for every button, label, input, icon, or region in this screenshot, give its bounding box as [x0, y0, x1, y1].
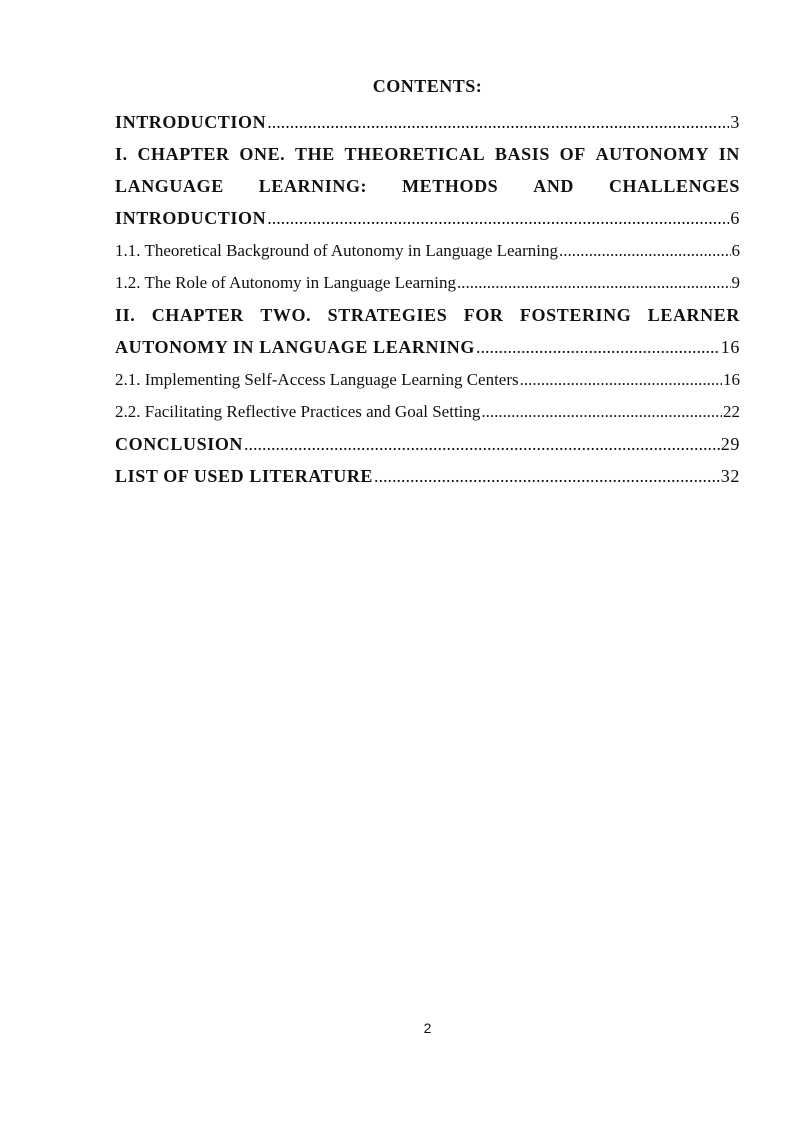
toc-word: AND — [533, 176, 575, 196]
toc-entry-label: CONCLUSION — [115, 434, 244, 454]
toc-page-number: 6 — [731, 241, 740, 260]
toc-word: BASIS — [494, 144, 550, 164]
toc-word: THE — [295, 144, 335, 164]
toc-word: CHALLENGES — [608, 176, 740, 196]
dot-leader — [374, 460, 720, 492]
toc-page-number: 22 — [723, 402, 740, 421]
toc-entry-conclusion — [115, 428, 740, 460]
toc-entry-label: LIST OF USED LITERATURE — [115, 466, 374, 486]
toc-entry-literature — [115, 460, 740, 492]
toc-word: IN — [718, 144, 740, 164]
toc-word: LEARNING: — [258, 176, 368, 196]
toc-entry-label: 2.1. Implementing Self-Access Language Learning Centers — [115, 370, 519, 389]
page-number: 2 — [423, 1020, 432, 1036]
toc-chapter-one-line-1 — [115, 138, 740, 170]
toc-page-number: 16 — [720, 337, 740, 357]
toc-word: CHAPTER — [137, 144, 230, 164]
toc-word: I. — [115, 144, 128, 164]
dot-leader — [267, 106, 729, 138]
toc-entry-label: 1.2. The Role of Autonomy in Language Learning — [115, 273, 457, 292]
toc-word: LEARNER — [647, 305, 740, 325]
toc-page-number: 3 — [730, 112, 740, 132]
toc-chapter-two-line-1 — [115, 299, 740, 331]
toc-chapter-one-line-2 — [115, 170, 740, 202]
toc-word: CHAPTER — [151, 305, 244, 325]
toc-chapter-one-line-3 — [115, 202, 740, 234]
toc-word: THEORETICAL — [344, 144, 486, 164]
toc-entry-section-1-1 — [115, 234, 740, 267]
toc-entry-label: 2.2. Facilitating Reflective Practices and Goal Setting — [115, 402, 481, 421]
toc-word: FOR — [463, 305, 504, 325]
toc-word: STRATEGIES — [327, 305, 448, 325]
toc-page-number: 32 — [720, 466, 740, 486]
toc-entry-label: INTRODUCTION — [115, 112, 267, 132]
toc-word: LANGUAGE — [115, 176, 224, 196]
dot-leader — [244, 428, 720, 460]
dot-leader — [476, 331, 720, 363]
toc-word: ONE. — [239, 144, 286, 164]
toc-page-number: 9 — [731, 273, 740, 292]
toc-word: OF — [559, 144, 586, 164]
toc-entry-label: INTRODUCTION — [115, 208, 267, 228]
dot-leader — [559, 234, 731, 267]
toc-chapter-two-line-2 — [115, 331, 740, 363]
toc-word: METHODS — [402, 176, 499, 196]
toc-entry-label: AUTONOMY IN LANGUAGE LEARNING — [115, 337, 475, 357]
toc-word: TWO. — [260, 305, 312, 325]
dot-leader — [520, 363, 722, 396]
contents-title: CONTENTS: — [372, 76, 483, 96]
toc-entry-label: 1.1. Theoretical Background of Autonomy in Language Learning — [115, 241, 558, 260]
dot-leader — [457, 267, 730, 299]
toc-page-number: 6 — [730, 208, 740, 228]
toc-entry-section-1-2 — [115, 267, 740, 299]
toc-page-number: 29 — [720, 434, 740, 454]
toc-entry-section-2-1 — [115, 363, 740, 396]
toc-word: AUTONOMY — [595, 144, 710, 164]
dot-leader — [481, 396, 722, 428]
toc-entry-section-2-2 — [115, 396, 740, 428]
toc-word: II. — [115, 305, 136, 325]
toc-word: FOSTERING — [519, 305, 632, 325]
toc-page-number: 16 — [723, 370, 740, 389]
toc-entry-introduction — [115, 106, 740, 138]
dot-leader — [267, 202, 729, 234]
table-of-contents — [115, 106, 740, 492]
